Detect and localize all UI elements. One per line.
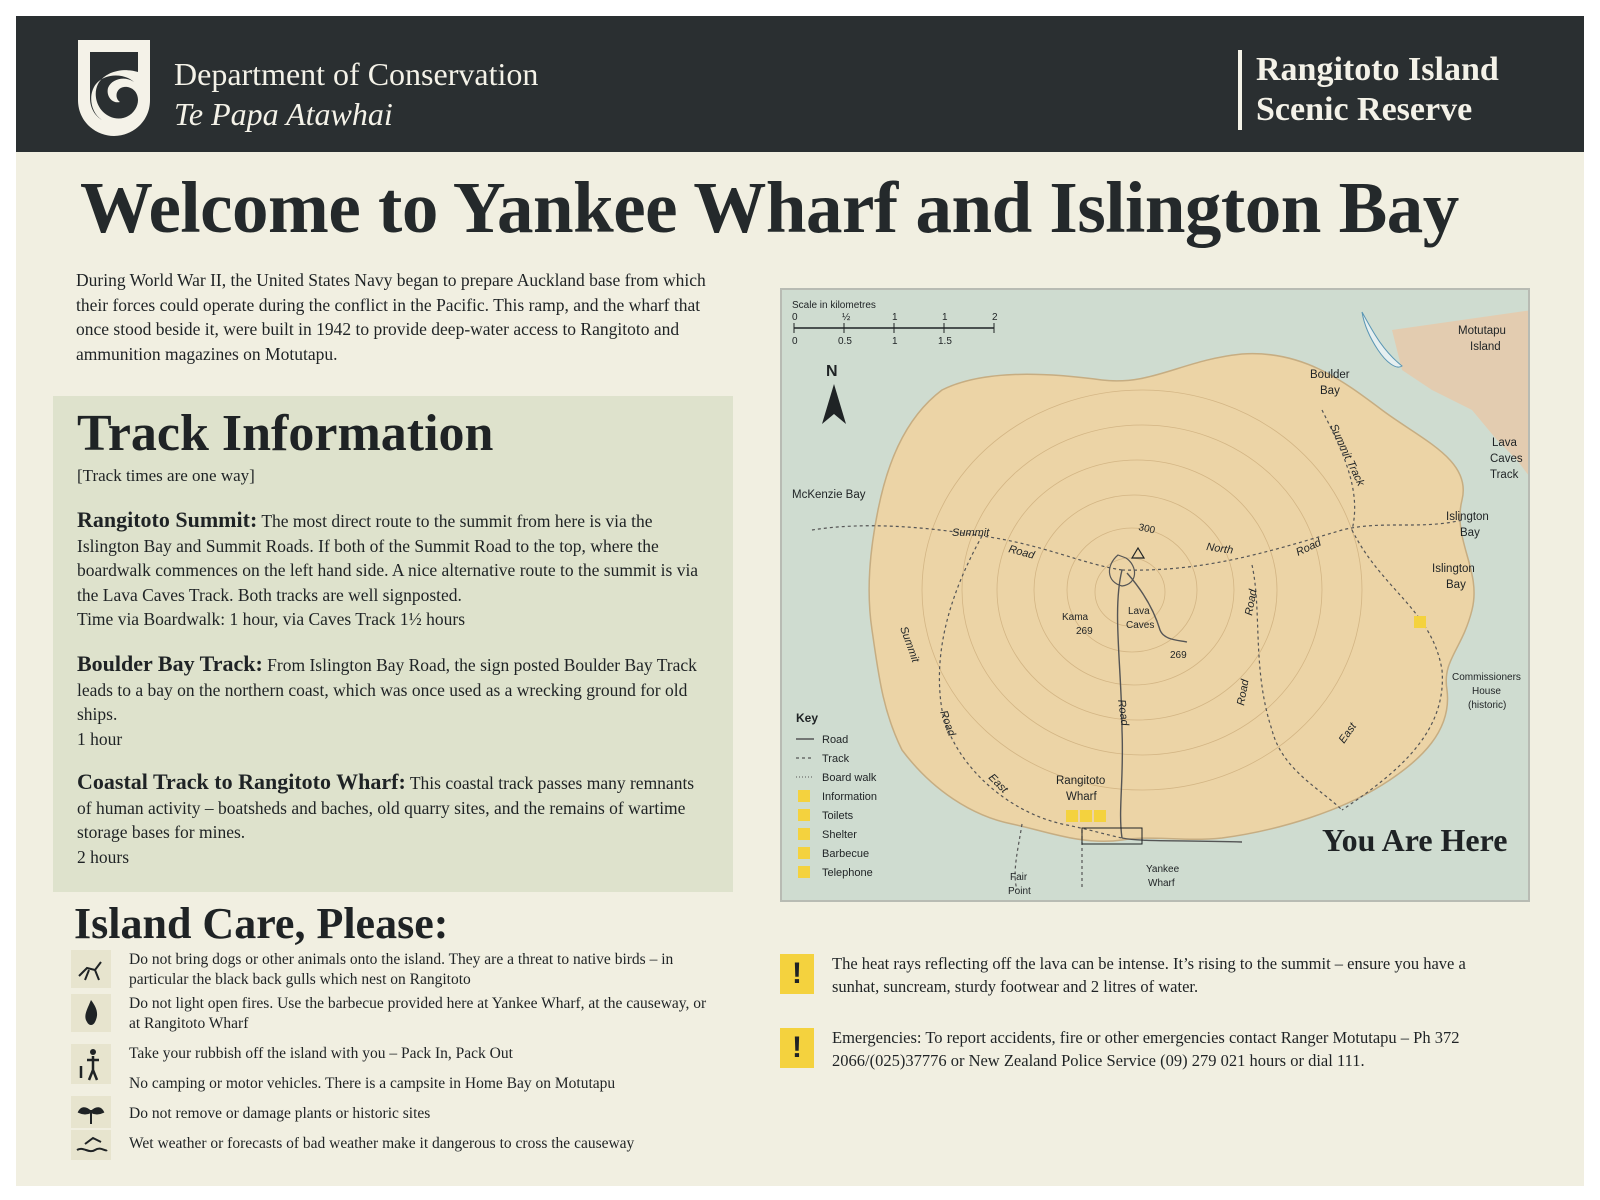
organisation-name	[174, 54, 538, 134]
key-item: Information	[822, 791, 878, 803]
map-label: McKenzie Bay	[792, 489, 866, 501]
road-label: East	[1336, 720, 1360, 746]
page-title: Welcome to Yankee Wharf and Islington Bay	[80, 167, 1459, 248]
map-label: 300	[1137, 522, 1156, 537]
header-bar	[16, 16, 1584, 152]
scale-tick: 0.5	[838, 336, 852, 347]
map-label: Track	[1490, 469, 1519, 481]
key-item: Board walk	[822, 772, 877, 784]
key-title: Key	[796, 711, 819, 725]
road-label: Road	[1235, 678, 1252, 707]
island-care-heading: Island Care, Please:	[74, 899, 449, 948]
reserve-name	[1256, 50, 1499, 130]
map-label: Lava	[1128, 606, 1150, 617]
track-name: Coastal Track to Rangitoto Wharf:	[77, 769, 406, 794]
map-label: Bay	[1320, 385, 1340, 397]
no-fire-icon	[71, 994, 111, 1032]
road-label: Road	[937, 708, 958, 738]
map-label: Boulder	[1310, 369, 1350, 381]
causeway-icon	[71, 1130, 111, 1160]
track-description: This coastal track passes many remnants of human activity – boatsheds and baches, old quarry sites, and the remains of wartime storage bases for mines.	[77, 773, 695, 842]
map-label: Caves	[1490, 453, 1523, 465]
warning-icon: !	[780, 954, 814, 994]
key-item: Barbecue	[822, 848, 870, 860]
care-text: No camping or motor vehicles. There is a campsite in Home Bay on Motutapu	[129, 1075, 616, 1092]
org-name-maori: Te Papa Atawhai	[174, 96, 393, 132]
no-dogs-icon	[71, 950, 111, 988]
key-item: Toilets	[822, 810, 854, 822]
map-label: Islington	[1432, 563, 1475, 575]
care-text: Do not remove or damage plants or historic sites	[129, 1105, 431, 1122]
road-label: Road	[1243, 588, 1260, 617]
map-label: 269	[1076, 626, 1093, 637]
map-label: Wharf	[1066, 791, 1097, 803]
track-info-note: [Track times are one way]	[77, 466, 255, 485]
map-label: Kama	[1062, 612, 1089, 623]
scale-tick: 1	[942, 312, 948, 323]
care-text: Wet weather or forecasts of bad weather make it dangerous to cross the causeway	[129, 1135, 635, 1152]
island-map	[780, 288, 1530, 902]
map-label: Point	[1008, 886, 1031, 897]
warning-text: The heat rays reflecting off the lava can be intense. It’s rising to the summit – ensure you have a sunhat, suncream, sturdy footwear and 2 litres of water.	[832, 954, 1466, 996]
scale-tick: 1	[892, 312, 898, 323]
scale-tick: 1.5	[938, 336, 952, 347]
map-label: (historic)	[1468, 700, 1507, 711]
rubbish-icon	[71, 1044, 111, 1084]
scale-title: Scale in kilometres	[792, 300, 876, 311]
map-label: Island	[1470, 341, 1501, 353]
key-item: Road	[822, 734, 849, 746]
road-label: Summit Track	[1327, 422, 1367, 489]
road-label: Road	[1115, 698, 1131, 727]
map-label: Lava	[1492, 437, 1517, 449]
track-time: 1 hour	[77, 728, 123, 749]
track-information-panel	[53, 396, 733, 892]
map-label: Fair	[1010, 872, 1028, 883]
track-entry	[77, 652, 711, 751]
sign-board	[16, 16, 1584, 1186]
org-name-english: Department of Conservation	[174, 56, 539, 92]
scale-tick: 1	[892, 336, 898, 347]
map-label: Motutapu	[1458, 325, 1506, 337]
map-label: Wharf	[1148, 878, 1175, 889]
map-label: Yankee	[1146, 864, 1180, 875]
key-item: Telephone	[822, 867, 873, 879]
road-label: Road	[1007, 543, 1036, 562]
doc-logo-icon	[76, 38, 152, 138]
warning-icon: !	[780, 1028, 814, 1068]
map-label: Commissioners	[1452, 672, 1521, 683]
map-label: Rangitoto	[1056, 775, 1106, 787]
road-label: East	[985, 771, 1010, 796]
map-label: Islington	[1446, 511, 1489, 523]
map-label: Bay	[1460, 527, 1480, 539]
reserve-name-line2: Scenic Reserve	[1256, 91, 1473, 128]
scale-tick: 0	[792, 336, 798, 347]
scale-tick: 0	[792, 312, 798, 323]
track-time: Time via Boardwalk: 1 hour, via Caves Track 1½ hours	[77, 609, 465, 629]
track-description: The most direct route to the summit from here is via the Islington Bay and Summit Roads. If both of the Summit Road to the top, where the boardwalk commences on the left hand side. A nice alternative route to the summit is via the Lava Caves Track. Both tracks are well signposted.	[77, 511, 699, 605]
key-item: Shelter	[822, 829, 857, 841]
track-name: Boulder Bay Track:	[77, 651, 263, 676]
map-label: House	[1472, 686, 1501, 697]
road-label: Summit	[897, 624, 922, 665]
reserve-name-line1: Rangitoto Island	[1256, 51, 1499, 88]
intro-paragraph: During World War II, the United States Navy began to prepare Auckland base from which their forces could operate during the conflict in the Pacific. This ramp, and the wharf that once stood beside it, were built in 1942 to provide deep-water access to Rangitoto and ammunition magazines on Motutapu.	[76, 270, 706, 364]
warning-text: Emergencies: To report accidents, fire or other emergencies contact Ranger Motutapu – Ph 372 2066/(025)37776 or New Zealand Police Service (09) 279 021 hours or dial 111.	[832, 1028, 1460, 1070]
care-text: Do not bring dogs or other animals onto the island. They are a threat to native birds – in particular the black back gulls which nest on Rangitoto	[129, 951, 674, 988]
track-info-heading: Track Information	[77, 405, 494, 462]
care-text: Take your rubbish off the island with you – Pack In, Pack Out	[129, 1045, 513, 1062]
scale-tick: ½	[842, 312, 851, 323]
road-label: North	[1205, 541, 1234, 557]
track-name: Rangitoto Summit:	[77, 507, 258, 532]
map-label: Bay	[1446, 579, 1466, 591]
care-text: Do not light open fires. Use the barbecue provided here at Yankee Wharf, at the causeway, or at Rangitoto Wharf	[129, 995, 707, 1032]
header-divider	[1238, 50, 1242, 130]
road-label: Road	[1294, 536, 1324, 559]
track-time: 2 hours	[77, 846, 130, 867]
track-description: From Islington Bay Road, the sign posted Boulder Bay Track leads to a bay on the northern coast, which was once used as a wrecking ground for old ships.	[77, 655, 697, 724]
north-label: N	[826, 363, 838, 380]
rangitoto-island-land	[869, 354, 1474, 842]
map-label: Caves	[1126, 620, 1155, 631]
plants-icon	[71, 1096, 111, 1128]
scale-tick: 2	[992, 312, 998, 323]
you-are-here-label: You Are Here	[1322, 822, 1508, 858]
map-canvas	[782, 290, 1530, 902]
road-label: Summit	[952, 527, 990, 539]
key-item: Track	[822, 753, 850, 765]
track-entry	[77, 508, 711, 632]
map-label: 269	[1170, 650, 1187, 661]
track-entry	[77, 770, 711, 869]
